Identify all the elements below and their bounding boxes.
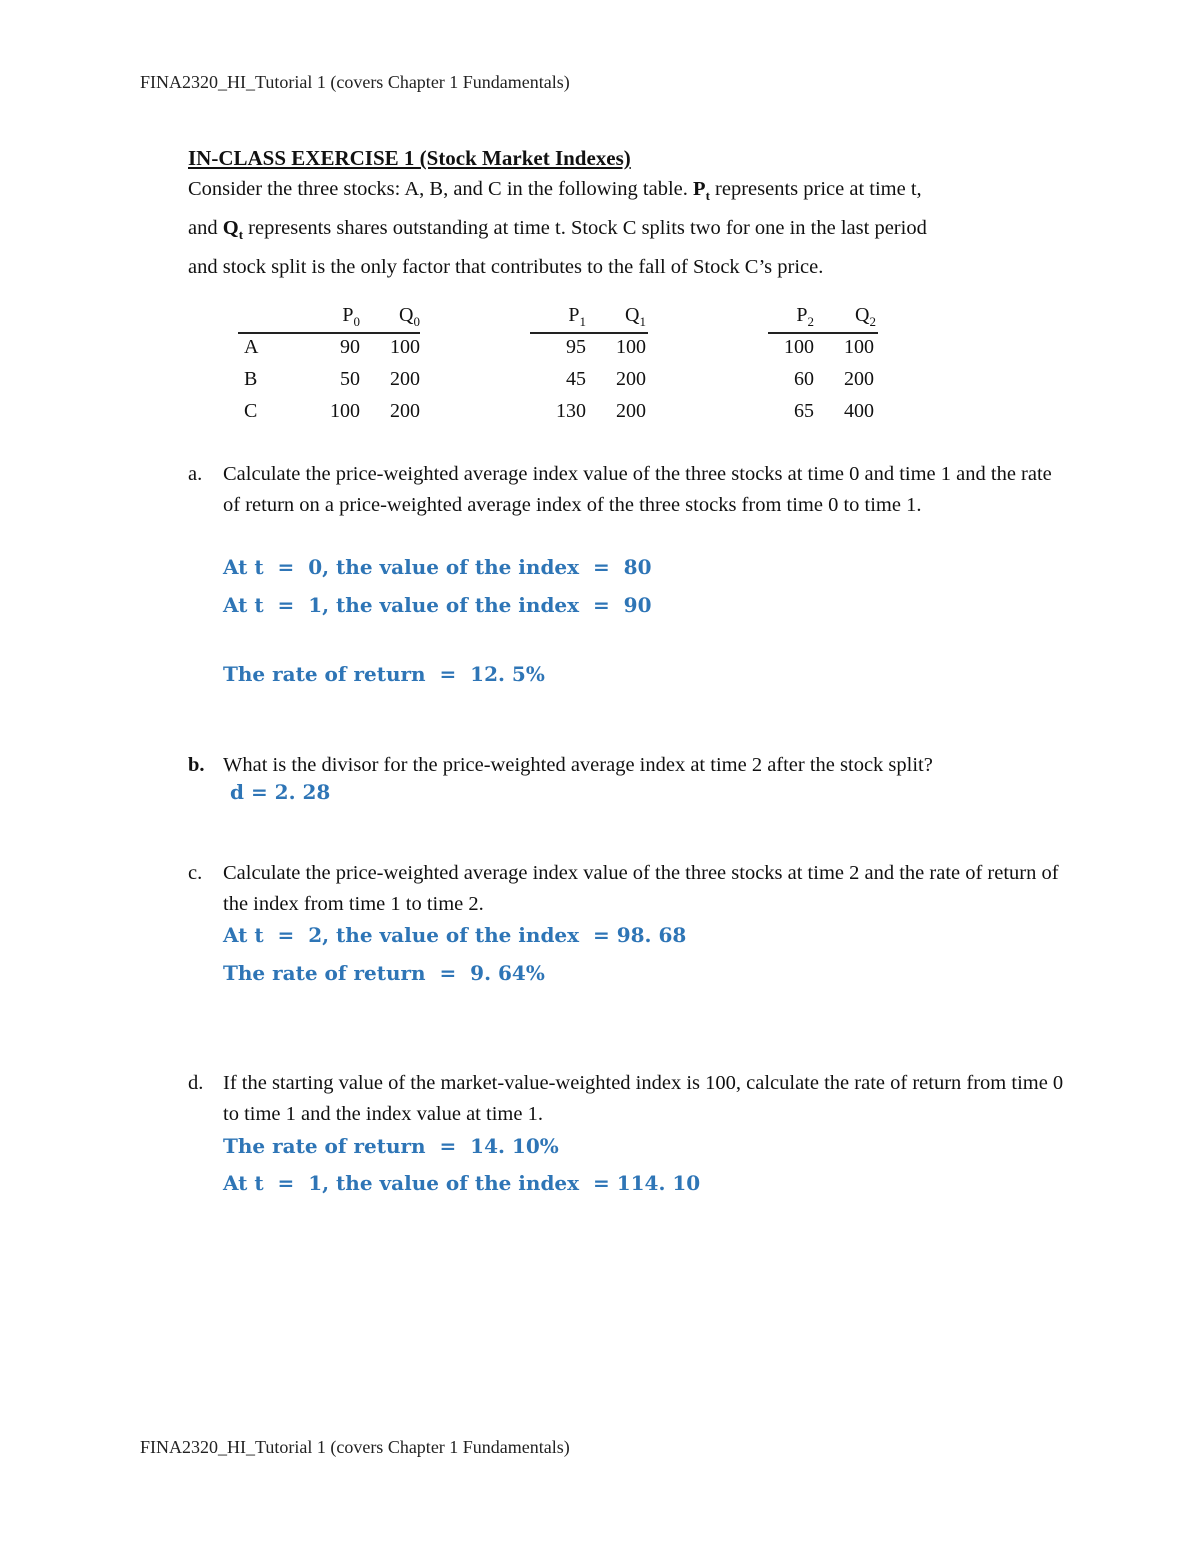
question-c-text: Calculate the price-weighted average index value of the three stocks at time 2 and the rate of return of the index from time 1 to time 2. [223,862,1059,915]
question-a-label: a. [188,463,203,485]
table-cell: 200 [844,368,874,390]
question-b-text: What is the divisor for the price-weighted average index at time 2 after the stock split? [223,754,933,776]
table-cell: 100 [390,336,420,358]
table-cell: 200 [390,400,420,422]
page-header: FINA2320_HI_Tutorial 1 (covers Chapter 1 Fundamentals) [140,72,570,92]
intro-line3: and stock split is the only factor that contributes to the fall of Stock C’s price. [188,256,824,279]
exercise-title: IN-CLASS EXERCISE 1 (Stock Market Indexes) [188,146,631,170]
answer-d-index-t1: At t = 1, the value of the index = 114. 10 [223,1171,701,1195]
col-header-p1: $P_1$ [568,304,586,329]
answer-c-index-t2: At t = 2, the value of the index = 98. 68 [223,923,687,947]
table-cell: 400 [844,400,874,422]
intro-paragraph [188,173,1068,284]
quantity-symbol: $Q_t$ [222,217,244,243]
intro-line1a: Consider the three stocks: A, B, and C in the following table. [188,178,694,200]
row-label-b: B [244,368,258,390]
answer-a-return: The rate of return = 12. 5% [223,662,545,686]
table-cell: 100 [784,336,814,358]
intro-line1b: represents price at time t, [709,178,922,200]
table-cell: 50 [340,368,360,390]
page-footer: FINA2320_HI_Tutorial 1 (covers Chapter 1 Fundamentals) [140,1437,570,1457]
question-d-text: If the starting value of the market-value-weighted index is 100, calculate the rate of return from time 0 to time 1 and the index value at time 1. [223,1072,1064,1125]
question-d [188,1068,1068,1130]
question-c-label: c. [188,862,203,884]
col-header-p2: $P_2$ [796,304,814,329]
question-c [188,858,1068,920]
question-d-label: d. [188,1072,204,1094]
table-cell: 200 [390,368,420,390]
question-b-label: b. [188,754,205,776]
table-cell: 90 [340,336,360,358]
table-cell: 100 [330,400,360,422]
header-underline [530,332,648,334]
col-header-q1: $Q_1$ [625,304,646,329]
question-a-text: Calculate the price-weighted average index value of the three stocks at time 0 and time 1 and the rate of return on a price-weighted average index of the three stocks from time 0 to time 1. [223,463,1052,516]
answer-b-divisor: d = 2. 28 [230,780,331,804]
header-underline [238,332,420,334]
table-cell: 65 [794,400,814,422]
col-header-q0: $Q_0$ [399,304,420,329]
table-cell: 45 [566,368,586,390]
table-cell: 130 [556,400,586,422]
question-a [188,459,1068,521]
answer-d-return: The rate of return = 14. 10% [223,1134,559,1158]
table-cell: 100 [616,336,646,358]
col-header-p0: $P_0$ [342,304,360,329]
row-label-c: C [244,400,258,422]
answer-a-index-t1: At t = 1, the value of the index = 90 [223,593,652,617]
col-header-q2: $Q_2$ [855,304,876,329]
answer-c-return: The rate of return = 9. 64% [223,961,545,985]
table-cell: 60 [794,368,814,390]
table-cell: 200 [616,368,646,390]
intro-line2b: represents shares outstanding at time t. Stock C splits two for one in the last period [243,217,927,240]
answer-a-index-t0: At t = 0, the value of the index = 80 [223,555,652,579]
table-cell: 200 [616,400,646,422]
stock-table [238,300,878,435]
price-symbol: $P_t$ [693,178,710,204]
table-cell: 100 [844,336,874,358]
question-b [188,750,1068,781]
row-label-a: A [244,336,259,358]
header-underline [768,332,878,334]
intro-line2a: and [188,217,223,240]
table-cell: 95 [566,336,586,358]
